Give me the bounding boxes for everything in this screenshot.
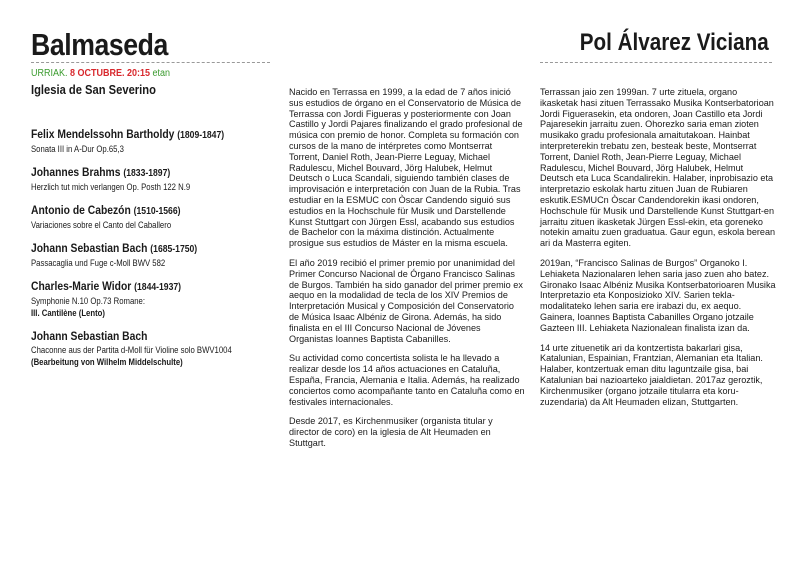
bio-paragraph: Nacido en Terrassa en 1999, a la edad de 7 años inició sus estudios de órgano en el Conservatorio de Música de Terrassa con Jordi Figueras y posteriormente con Joan Castillo y Jordi Pajares finalizando el grado profesional de música con premio de honor. Completa su formación con cursos de la mano de intérpretes como Montserrat Torrent, Daniel Roth, Jean-Pierre Leguay, Michael Radulescu, Michel Bouvard, Jörg Halubek, Helmut Deutsch o Luca Scandali, siguiendo también clases de improvisación e interpretación con Juan de la Rubia. Tras estudiar en la ESMUC con Òscar Candendo siguió sus estudios en la Hochschule für Musik und Darstellende Kunst Stuttgart con Jürgen Essl, acabando sus estudios de Bachelor con la máxima distinción. Actualmente prosigue sus estudios de Máster en la misma escuela. <box>289 87 523 249</box>
program-item <box>31 165 280 193</box>
composer-line <box>31 127 280 143</box>
header-divider-right <box>540 62 772 63</box>
composer-line <box>31 279 280 295</box>
bio-paragraph: Su actividad como concertista solista le ha llevado a realizar desde los 14 años actuaciones en Cataluña, España, Francia, Alemania e Italia. Además, ha realizado conciertos como acompañante tanto en Cataluña como en festivales internacionales. <box>289 353 525 407</box>
work-title: Herzlich tut mich verlangen Op. Posth 122 N.9 <box>31 182 191 192</box>
composer-dates: (1809-1847) <box>177 130 225 141</box>
composer-line <box>31 165 280 181</box>
composer-line <box>31 241 280 257</box>
date-suffix: etan <box>152 68 171 79</box>
composer-dates: (1833-1897) <box>123 168 171 179</box>
bio-paragraph: 2019an, “Francisco Salinas de Burgos” Organoko I. Lehiaketa Nazionalaren lehen saria jaso zuen aho batez. Gironako Isaac Albéniz Musika Kontserbatorioaren Musika Interpretazio eta Konposizioko XIV. Sarien tekla- modalitateko lehen saria ere irabazi du, ex aequo. Gainera, Ioannes Baptista Cabanilles Organo jotzaile Gazteen III. Lehiaketa Nazionalean finalista izan da. <box>540 257 776 333</box>
composer-name: Felix Mendelssohn Bartholdy <box>31 127 175 141</box>
composer-line <box>31 329 280 344</box>
work-title: Symphonie N.10 Op.73 Romane: <box>31 296 146 306</box>
bio-paragraph: 14 urte zituenetik ari da kontzertista bakarlari gisa, Katalunian, Espainian, Frantzian, Alemanian eta Italian. Halaber, kontzertuak eman ditu laguntzaile gisa, bai Katalunian bai nazioarteko jaialdietan. 2017az geroztik, Kirchenmusiker (organo jotzaile titularra eta koru- zuzendaria) da Alt Heumaden elizan, Stuttgarten. <box>540 342 763 407</box>
bio-paragraph: Desde 2017, es Kirchenmusiker (organista titular y director de coro) en la iglesia de Alt Heumaden en Stuttgart. <box>289 416 493 448</box>
biography-basque <box>540 87 776 416</box>
program-item <box>31 329 280 368</box>
composer-name: Johannes Brahms <box>31 165 121 179</box>
performer-name: Pol Álvarez Viciana <box>580 29 769 56</box>
biography-spanish <box>289 87 525 458</box>
work-movement: III. Cantilène (Lento) <box>31 308 105 318</box>
town-title: Balmaseda <box>31 27 168 62</box>
program-item <box>31 279 280 319</box>
bio-paragraph: El año 2019 recibió el primer premio por unanimidad del Primer Concurso Nacional de Órgano Francisco Salinas de Burgos. También ha sido ganador del primer premio ex aequo en la modalidad de tecla de los XIV Premios de Interpretación Musical y Composición del Conservatorio de Música Isaac Albéniz de Girona. Además, ha sido finalista en el III Concurso Nacional de Jóvenes Organistas Ioannes Baptista Cabanilles. <box>289 257 523 344</box>
composer-dates: (1844-1937) <box>134 282 182 293</box>
concert-dateline <box>31 68 170 79</box>
work-title: Chaconne aus der Partita d-Moll für Violine solo BWV1004 <box>31 345 232 355</box>
composer-name: Johann Sebastian Bach <box>31 329 148 343</box>
header-divider-left <box>31 62 270 63</box>
composer-line <box>31 203 280 219</box>
composer-name: Antonio de Cabezón <box>31 203 131 217</box>
program-item <box>31 127 280 155</box>
work-title: Variaciones sobre el Canto del Caballero <box>31 220 172 230</box>
program-item <box>31 241 280 269</box>
work-title: Sonata III in A-Dur Op.65,3 <box>31 144 124 154</box>
program-item <box>31 203 280 231</box>
composer-dates: (1685-1750) <box>150 244 198 255</box>
composer-dates: (1510-1566) <box>133 206 181 217</box>
work-title: Passacaglia und Fuge c-Moll BWV 582 <box>31 258 166 268</box>
concert-date: 8 OCTUBRE. 20:15 <box>70 68 151 79</box>
composer-name: Charles-Marie Widor <box>31 279 132 293</box>
composer-name: Johann Sebastian Bach <box>31 241 148 255</box>
work-arrangement: (Bearbeitung von Wilhelm Middelschulte) <box>31 357 183 367</box>
program-list <box>31 127 281 368</box>
date-day-label: URRIAK. <box>31 68 68 79</box>
venue-name: Iglesia de San Severino <box>31 82 156 97</box>
bio-paragraph: Terrassan jaio zen 1999an. 7 urte zituela, organo ikasketak hasi zituen Terrassako Musika Kontserbatorioan Jordi Figuerasekin, eta ondoren, Joan Castillo eta Jordi Pajaresekin jarraitu zuen. Ohorezko saria eman zioten musikako gradu profesionala amaitutakoan. Hainbat interpreterekin trebatu zen, besteak beste, Montserrat Torrent, Daniel Roth, Jean-Pierre Leguay, Michael Radulescu, Michel Bouvard, Jörg Halubek, Helmut Deutsch eta Luca Scandalirekin. Halaber, inprobisazio eta interpretazio eskolak hartu zituen Juan de Rubiaren eskutik.ESMUCn Òscar Candendorekin ikasi ondoren, Hochschule für Musik und Darstellende Kunst Stuttgart-en jarraitu zituen ikasketak Jürgen Essl-ekin, eta goreneko notekin amaitu zuen graduatua. Gaur egun, eskola berean ari da Masterra egiten. <box>540 87 776 249</box>
